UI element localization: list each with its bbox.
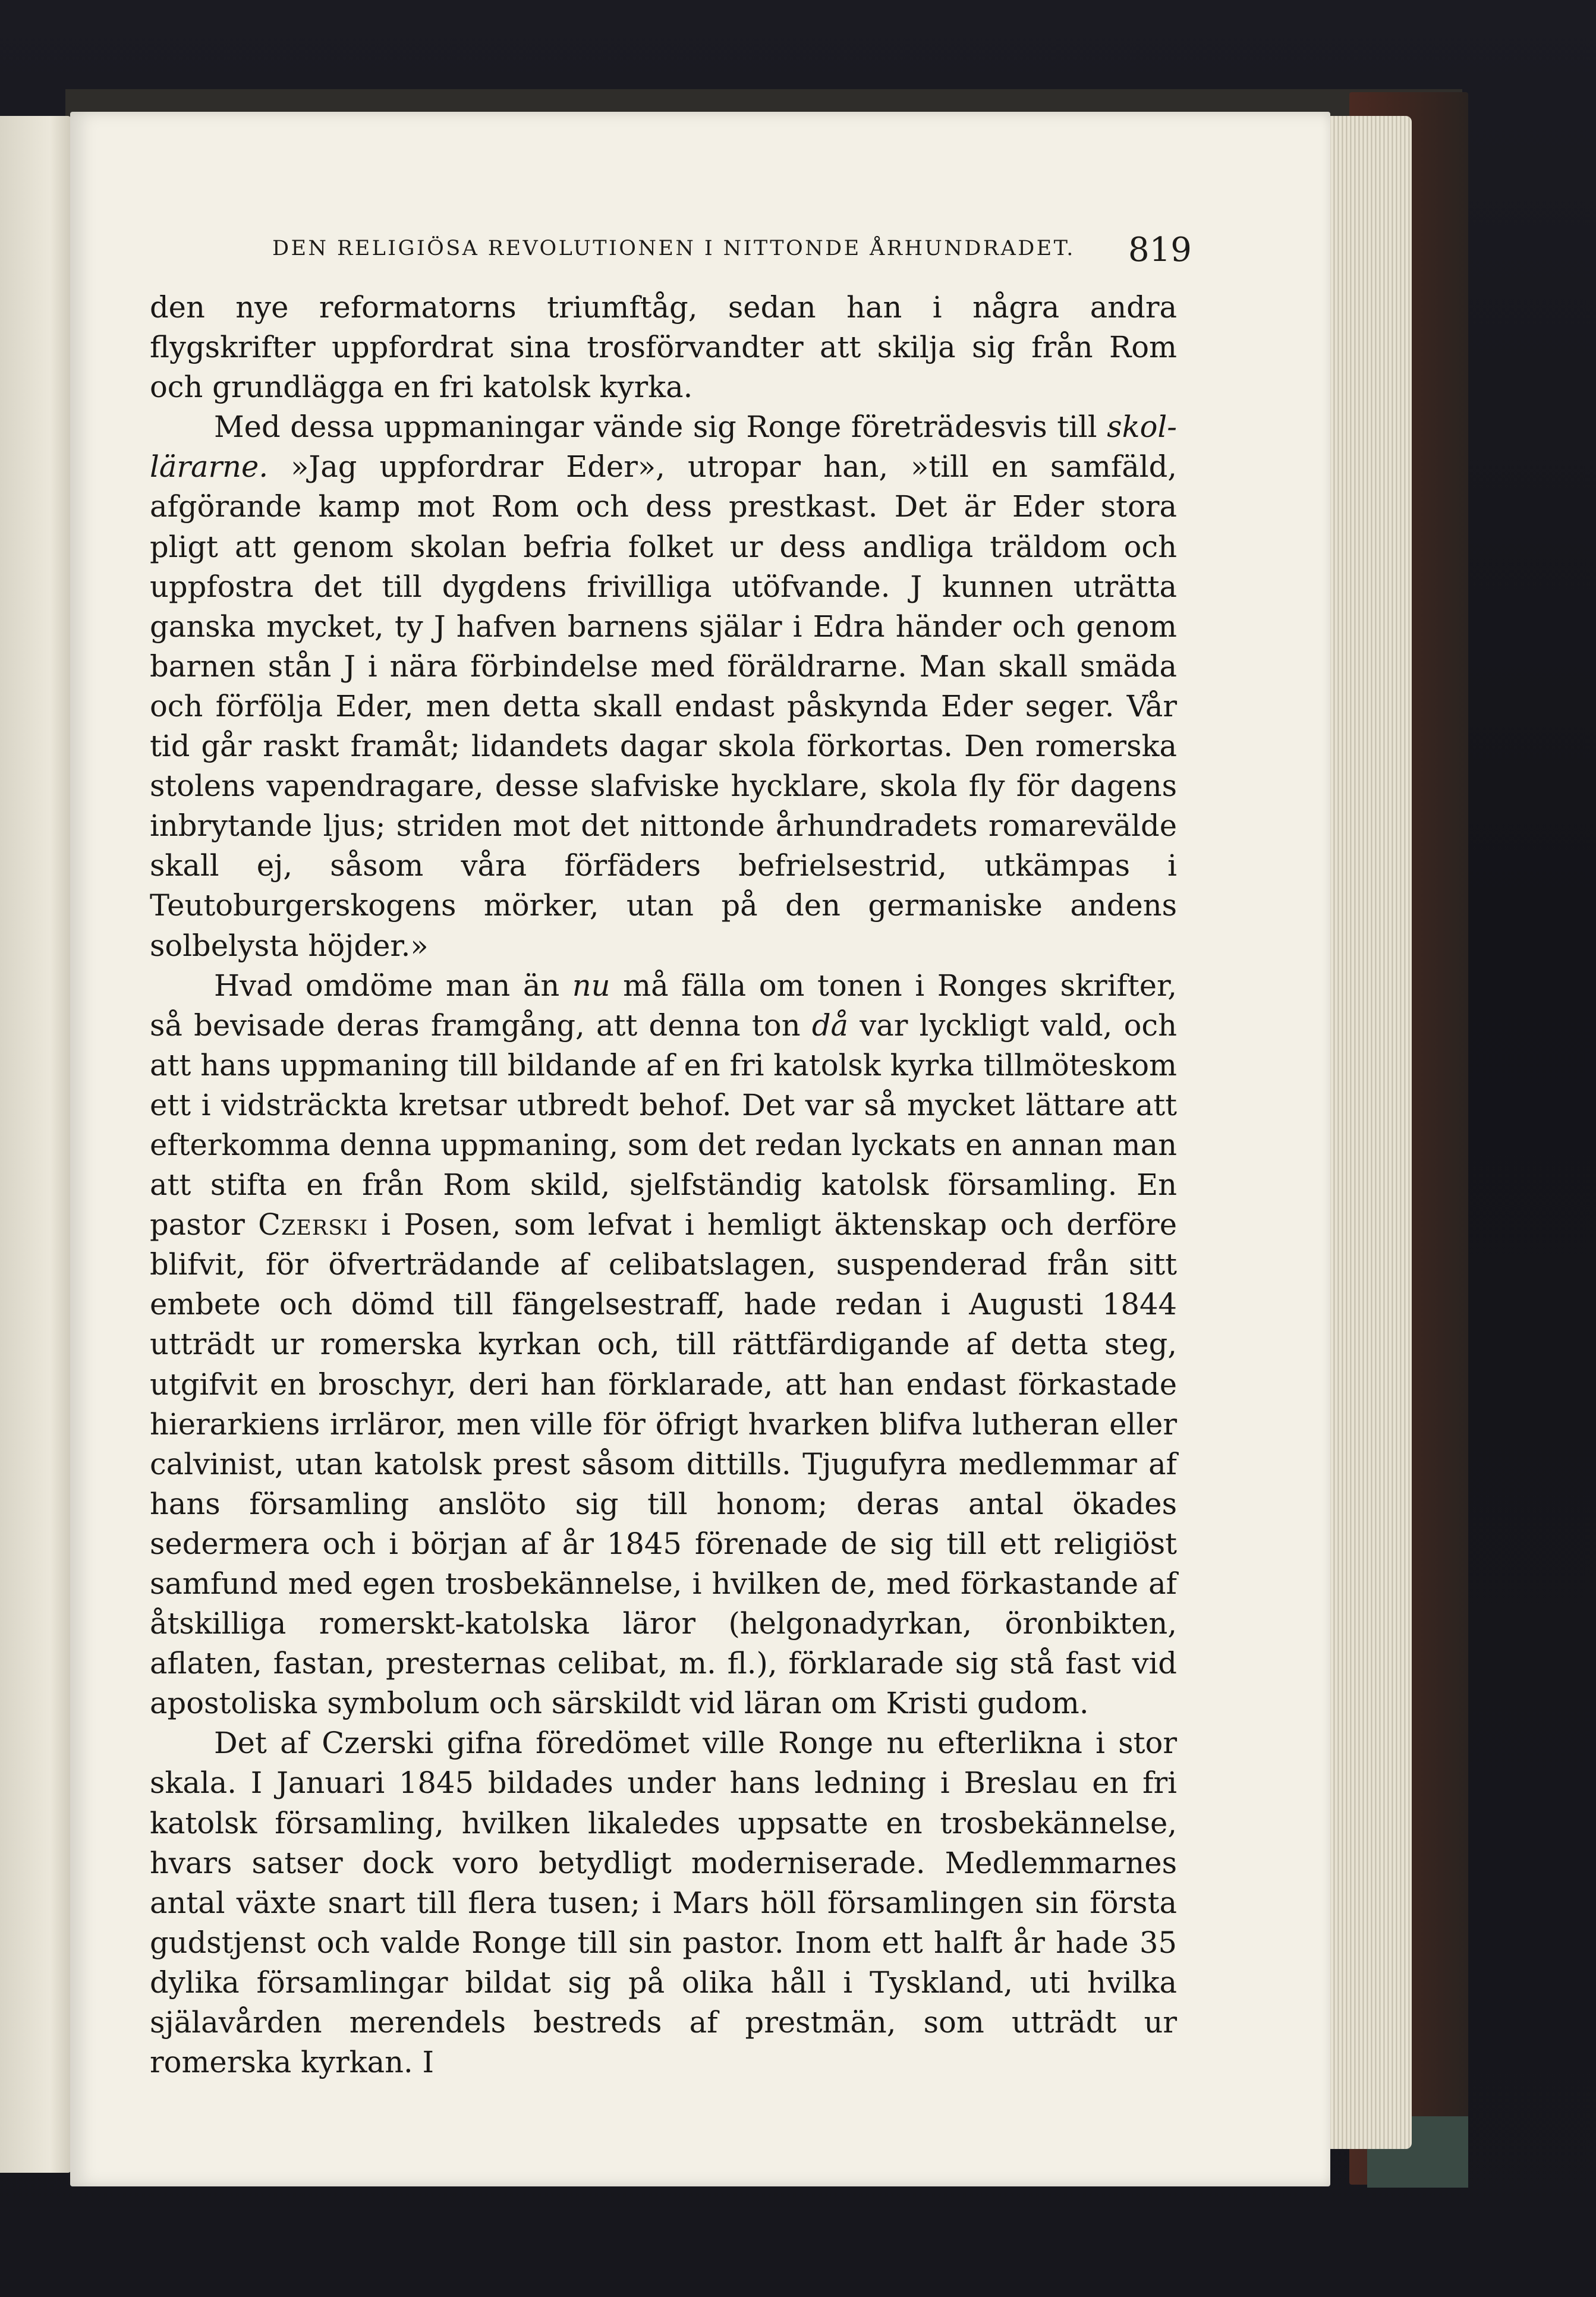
italic-word: då xyxy=(811,1008,849,1043)
left-page-edge xyxy=(0,116,71,2173)
page-number: 819 xyxy=(1128,231,1192,269)
paragraph-2: Med dessa uppmaningar vände sig Ronge företrädesvis till skol-lärarne. »Jag uppfordrar Eder», utropar han, »till en samfäld, afgörande kamp mot Rom och dess prestkast. Det är Eder stora pligt att genom skolan befria folket ur dess andliga träldom och uppfostra det till dygdens frivilliga utöfvande. J kunnen uträtta ganska mycket, ty J hafven barnens själar i Edra händer och genom barnen stån J i nära förbindelse med föräldrarne. Man skall smäda och förfölja Eder, men detta skall endast påskynda Eder seger. Vår tid går raskt framåt; lidandets dagar skola förkortas. Den romerska stolens vapendragare, desse slafviske hycklare, skola fly för dagens inbrytande ljus; striden mot det nittonde århundradets romarevälde skall ej, såsom våra förfäders befrielsestrid, utkämpas i Teutoburgerskogens mörker, utan på den germaniske andens solbelysta höjder.» xyxy=(150,410,1177,963)
italic-word: nu xyxy=(572,968,610,1003)
running-head: DEN RELIGIÖSA REVOLUTIONEN I NITTONDE ÅRHUNDRADET. xyxy=(272,237,1075,260)
paragraph-3: Hvad omdöme man än nu må fälla om tonen i Ronges skrifter, så bevisade deras framgång, att denna ton då var lyckligt vald, och att hans uppmaning till bildande af en fri katolsk kyrka tillmöteskom ett i vidsträckta kretsar utbredt behof. Det var så mycket lättare att efterkomma denna uppmaning, som det redan lyckats en annan man att stifta en från Rom skild, sjelfständig katolsk församling. En pastor Czerski i Posen, som lefvat i hemligt äktenskap och derföre blifvit, för öfverträdande af celibatslagen, suspenderad från sitt embete och dömd till fängelsestraff, hade redan i Augusti 1844 utträdt ur romerska kyrkan och, till rättfärdigande af detta steg, utgifvit en broschyr, deri han förklarade, att han endast förkastade hierarkiens irrläror, men ville för öfrigt hvarken blifva lutheran eller calvinist, utan katolsk prest såsom dittills. Tjugufyra medlemmar af hans församling anslöto sig till honom; deras antal ökades sedermera och i början af år 1845 förenade de sig till ett religiöst samfund med egen trosbekännelse, i hvilken de, med förkastande af åtskilliga romerskt-katolska läror (helgonadyrkan, öronbikten, aflaten, fastan, presternas celibat, m. fl.), förklarade sig stå fast vid apostoliska symbolum och särskildt vid läran om Kristi gudom. xyxy=(150,968,1178,1721)
small-caps-name: Czerski xyxy=(258,1207,369,1242)
page-block-edge xyxy=(1323,116,1412,2149)
paragraph-4: Det af Czerski gifna föredömet ville Ronge nu efterlikna i stor skala. I Januari 1845 bildades under hans ledning i Breslau en fri katolsk församling, hvilken likaledes uppsatte en trosbekännelse, hvars satser dock voro betydligt moderniserade. Medlemmarnes antal växte snart till flera tusen; i Mars höll församlingen sin första gudstjenst och valde Ronge till sin pastor. Inom ett halft år hade 35 dylika församlingar bildat sig på olika håll i Tyskland, uti hvilka själavården merendels bestreds af prestmän, som utträdt ur romerska kyrkan. I xyxy=(150,1726,1177,2080)
paragraph-1: den nye reformatorns triumftåg, sedan han i några andra flygskrifter uppfordrat sina trosförvandter att skilja sig från Rom och grundlägga en fri katolsk kyrka. xyxy=(150,290,1177,405)
italic-phrase: skol-lärarne. xyxy=(150,410,1177,484)
page-body-text xyxy=(150,288,1177,2082)
